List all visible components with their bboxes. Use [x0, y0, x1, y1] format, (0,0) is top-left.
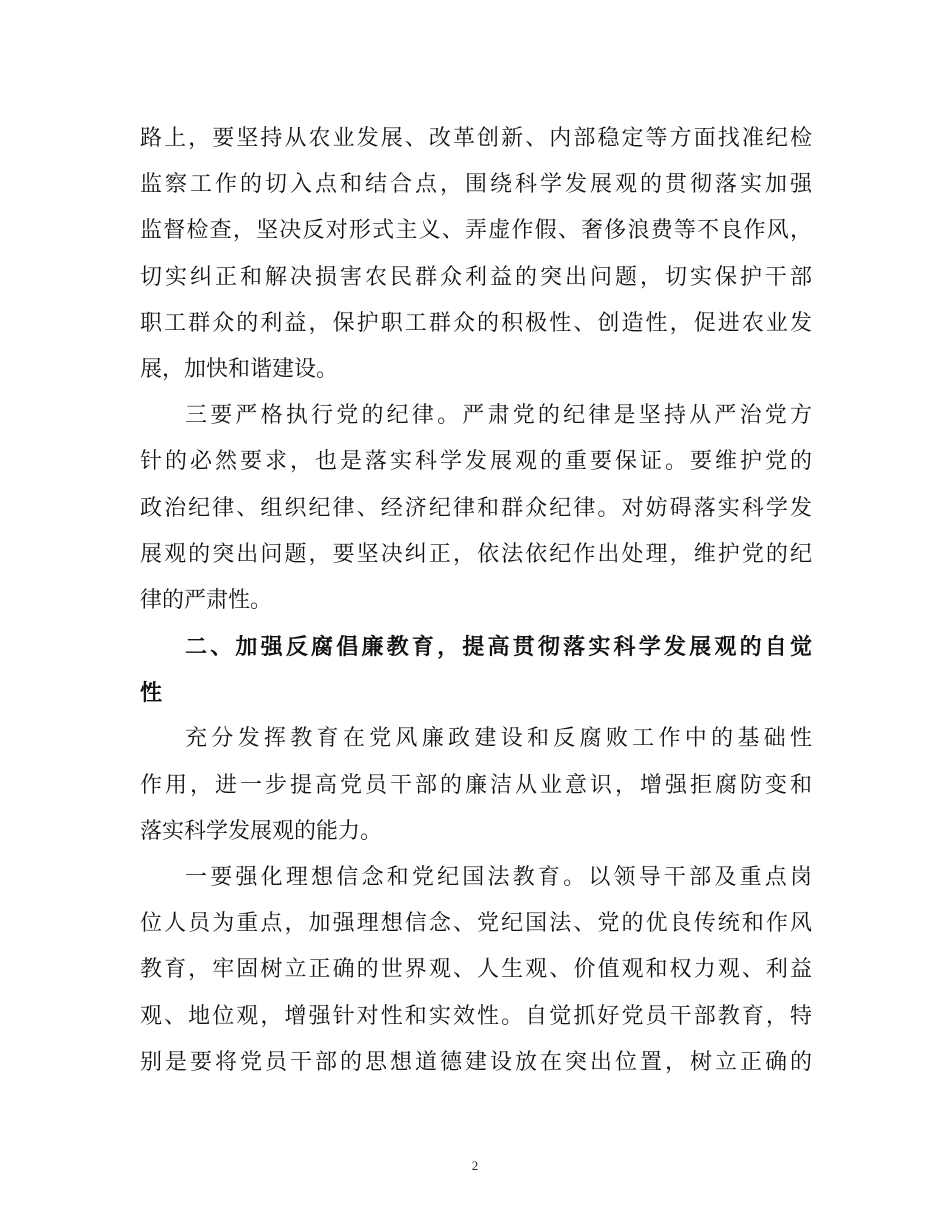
section-heading-continued: 性	[140, 680, 163, 707]
text-line: 位人员为重点，加强理想信念、党纪国法、党的优良传统和作风	[140, 911, 812, 937]
text-line: 作用，进一步提高党员干部的廉洁从业意识，增强拒腐防变和	[140, 772, 812, 798]
section-heading: 二、加强反腐倡廉教育，提高贯彻落实科学发展观的自觉	[185, 634, 812, 661]
text-line: 教育，牢固树立正确的世界观、人生观、价值观和权力观、利益	[140, 957, 812, 983]
text-line: 政治纪律、组织纪律、经济纪律和群众纪律。对妨碍落实科学发	[140, 495, 812, 521]
text-line: 律的严肃性。	[140, 587, 273, 613]
text-line: 针的必然要求，也是落实科学发展观的重要保证。要维护党的	[140, 449, 812, 475]
text-line: 路上，要坚持从农业发展、改革创新、内部稳定等方面找准纪检	[140, 126, 812, 151]
text-line: 职工群众的利益，保护职工群众的积极性、创造性，促进农业发	[140, 310, 812, 336]
text-line: 一要强化理想信念和党纪国法教育。以领导干部及重点岗	[185, 865, 812, 890]
text-line: 别是要将党员干部的思想道德建设放在突出位置，树立正确的	[140, 1049, 812, 1075]
text-line: 充分发挥教育在党风廉政建设和反腐败工作中的基础性	[185, 726, 812, 752]
text-line: 落实科学发展观的能力。	[140, 818, 383, 844]
text-line: 展，加快和谐建设。	[140, 356, 339, 382]
text-line: 切实纠正和解决损害农民群众利益的突出问题，切实保护干部	[140, 264, 812, 290]
text-line: 监察工作的切入点和结合点，围绕科学发展观的贯彻落实加强	[140, 172, 812, 198]
text-line: 三要严格执行党的纪律。严肃党的纪律是坚持从严治党方	[185, 403, 812, 429]
text-line: 监督检查，坚决反对形式主义、弄虚作假、奢侈浪费等不良作风，	[140, 218, 812, 244]
document-body	[140, 116, 812, 1086]
text-line: 观、地位观，增强针对性和实效性。自觉抓好党员干部教育，特	[140, 1003, 812, 1029]
text-line: 展观的突出问题，要坚决纠正，依法依纪作出处理，维护党的纪	[140, 541, 812, 567]
page-number: 2	[471, 1158, 479, 1173]
